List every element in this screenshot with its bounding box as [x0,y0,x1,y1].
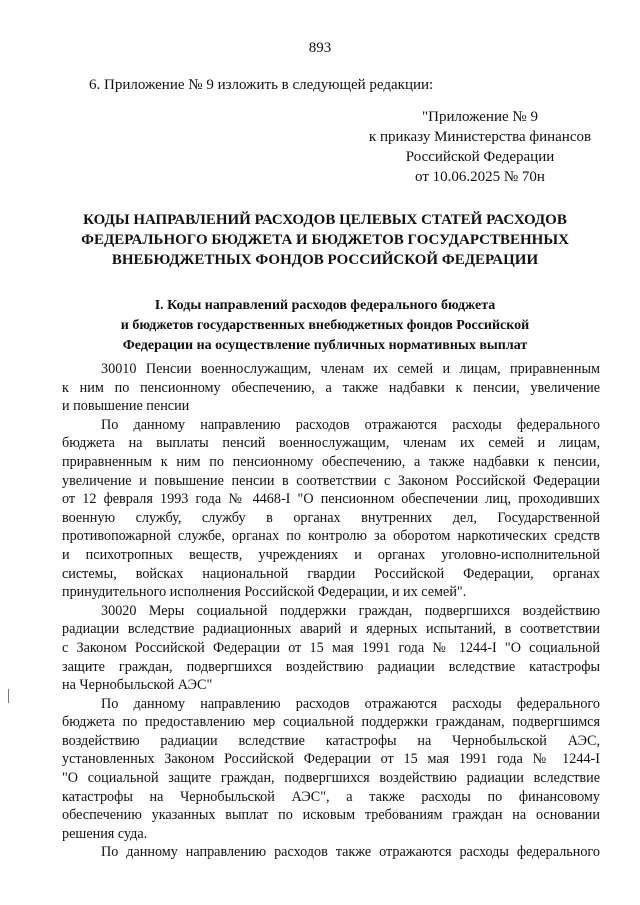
annex-line: от 10.06.2025 № 70н [415,169,545,185]
paragraph-line: решения суда. [62,825,148,842]
section-title [60,296,590,356]
paragraph-line: радиации вследствие радиационных аварий и ядерных испытаний, в соответствии [62,621,600,638]
paragraph-line: и повышение пенсии [62,398,190,415]
intro-line: 6. Приложение № 9 изложить в следующей редакции: [89,77,434,93]
paragraph-line: 30010 Пенсии военнослужащим, членам их семей и лицам, приравненным [101,361,600,377]
paragraph-line: на Чернобыльской АЭС" [62,677,213,694]
main-title-line: ФЕДЕРАЛЬНОГО БЮДЖЕТА И БЮДЖЕТОВ ГОСУДАРСТВЕННЫХ [81,232,569,248]
paragraph-line: обеспечению указанных выплат по исковым требованиям граждан на основании [62,807,600,824]
section-title-line: I. Коды направлений расходов федерального бюджета [154,298,496,313]
paragraph-line: с Законом Российской Федерации от 15 мая 1991 года № 1244-I "О социальной [62,639,600,656]
main-title-line: КОДЫ НАПРАВЛЕНИЙ РАСХОДОВ ЦЕЛЕВЫХ СТАТЕЙ РАСХОДОВ [83,212,567,228]
paragraph-line: воздействию радиации вследствие катастрофы на Чернобыльской АЭС, [62,732,600,749]
paragraph-line: приравненным к ним по пенсионному обеспечению, а также надбавки к пенсии, [62,453,600,470]
paragraph-line: от 12 февраля 1993 года № 4468-I "О пенсионном обеспечении лиц, проходивших [62,491,600,508]
paragraph-line: По данному направлению расходов отражаются расходы федерального [101,416,600,433]
page-number: 893 [308,40,332,56]
annex-line: Российской Федерации [405,149,555,165]
paragraph-line: бюджета по предоставлению мер социальной поддержки гражданам, подвергшимся [62,714,600,731]
section-title-line: и бюджетов государственных внебюджетных фондов Российской [120,318,530,333]
section-title-line: Федерации на осуществление публичных нормативных выплат [122,338,528,353]
scan-mark [8,689,12,703]
annex-line: "Приложение № 9 [422,109,538,125]
paragraph-line: военную службу, службу в органах внутренних дел, Государственной [62,509,600,526]
paragraph-line: системы, войсках национальной гвардии Российской Федерации, органах [62,565,600,582]
body-text [62,360,600,862]
paragraph-line: защите граждан, подвергшихся воздействию радиации вследствие катастрофы [62,658,600,675]
paragraph-line: бюджета на выплаты пенсий военнослужащим, членам их семей и лицам, [62,435,600,452]
main-title [60,210,590,270]
paragraph-line: 30020 Меры социальной поддержки граждан, подвергшихся воздействию [101,602,600,619]
paragraph-line: увеличение и повышение пенсии в соответствии с Законом Российской Федерации [62,472,600,489]
paragraph-line: катастрофы на Чернобыльской АЭС", а также расходы по финансовому [62,788,600,805]
paragraph-line: к ним по пенсионному обеспечению, а также надбавки к пенсии, увеличение [62,379,600,396]
paragraph-line: По данному направлению расходов отражаются расходы федерального [101,695,600,712]
paragraph-line: "О социальной защите граждан, подвергшихся воздействию радиации вследствие [62,770,600,787]
paragraph-line: По данному направлению расходов также отражаются расходы федерального [101,844,600,861]
annex-line: к приказу Министерства финансов [368,129,592,145]
paragraph-line: установленных Законом Российской Федерации от 15 мая 1991 года № 1244-I [62,751,600,768]
paragraph-line: и психотропных веществ, учреждениях и органах уголовно-исполнительной [62,546,600,563]
paragraph-line: принудительного исполнения Российской Федерации, и их семей". [62,584,467,601]
paragraph-line: противопожарной службе, органах по контролю за оборотом наркотических средств [62,528,600,545]
main-title-line: ВНЕБЮДЖЕТНЫХ ФОНДОВ РОССИЙСКОЙ ФЕДЕРАЦИИ [111,252,539,268]
annex-header [350,107,610,187]
